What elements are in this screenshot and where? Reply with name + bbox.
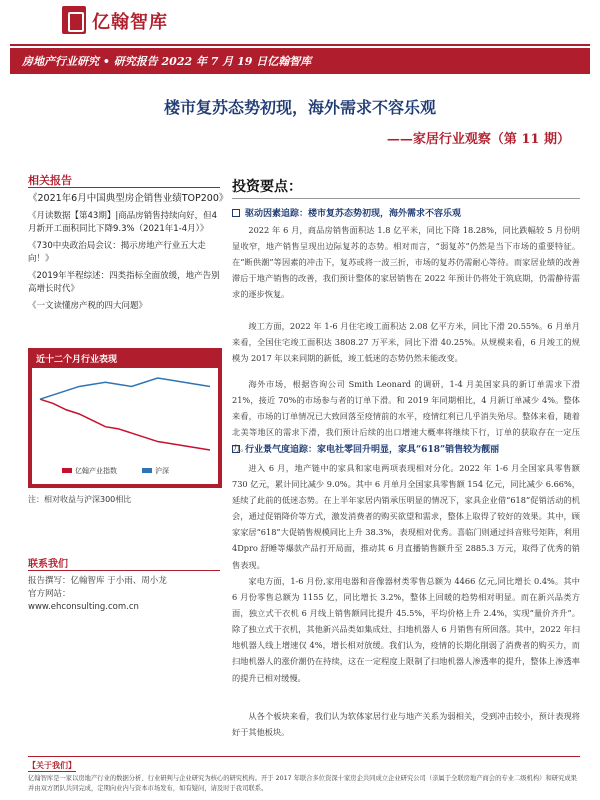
paragraph: 家电方面，1-6 月份,家用电器和音像器材类零售总额为 4466 亿元,同比增长 0.4%。其中 6 月份零售总额为 1155 亿，同比增长 3.2%，整体上回暖的趋势相对明显。而在新兴品类方面，独立式干衣机 6 月线上销售额同比提升 45.5%，平均价格上升 2.4%，实现“量价齐升”。除了独立式干衣机，其他新兴品类如集成灶、扫地机器人 6 月销售有所回落。其中，2022 年扫地机器人线上增速仅 4%，增长相对放缓。我们认为，疫情的长期化削弱了消费者的购买力，而扫地机器人的涨价潮仍在持续，这在一定程度上限制了扫地机器人渗透率的提升，整体上渗透率的提升已相对缓慢。 (232, 576, 580, 683)
section-heading-text: 驱动因素追踪：楼市复苏态势初现，海外需求不容乐观 (245, 209, 462, 219)
series-line-1 (40, 378, 210, 399)
contact-rule (28, 570, 220, 571)
header-banner-text: 房地产行业研究 • 研究报告 2022 年 7 月 19 日亿翰智库 (22, 55, 312, 68)
contact-website-link[interactable]: www.ehconsulting.com.cn (28, 602, 139, 612)
section-heading-drivers (232, 206, 461, 219)
paragraph: 海外市场，根据咨询公司 Smith Leonard 的调研，1-4 月美国家具的新订单需求下滑 21%，接近 70%的市场参与者的订单下滑。和 2019 年同期相比，4 月新订单减少 4%。整体来看，市场的订单情况已大致回落至疫情前的水平，疫情红利已几乎消失殆尽。整体来看，随着北美等地区的需求下滑，我们预计后续的出口增速大概率将继续下行，订单的获取存在一定压力。 (232, 379, 580, 454)
legend-swatch (142, 468, 152, 473)
investment-highlights-rule (232, 198, 580, 199)
chart-svg (32, 368, 218, 484)
contact-info (28, 575, 167, 614)
investment-highlights-heading: 投资要点： (232, 179, 302, 195)
footer-about-text: 亿翰智库是一家以房地产行业的数据分析、行业研判与企业研究为核心的研究机构。开于 2017 年联合多位资深十家房企共同成立企业研究公司（亲属于全联房地产商会的专业二级机构）和研究成果并由双方团队共同完成，定期向业内与资本市场发布，如有疑问，请及时于我司联系。 (28, 775, 577, 792)
paragraph: 2022 年 6 月，商品房销售面积达 1.8 亿平米，同比下降 18.28%，同比跌幅较 5 月份明显收窄，地产销售呈现出边际复苏的态势。相对而言，“弱复苏”仍然是当下市场的重要特征。在“断供潮”等因素的冲击下，复苏或将一波三折，市场的复苏仍需耐心等待。而家居业绩的改善滞后于地产销售的改善，我们预计整体的家居销售在 2022 年预计仍将处于筑底期，仍需静待需求的逐步恢复。 (232, 225, 580, 300)
contact-authors: 报告撰写：亿翰智库 于小雨、周小龙 (28, 576, 167, 586)
paragraph: 进入 6 月，地产链中的家具和家电两项表现相对分化。2022 年 1-6 月全国家具零售额 730 亿元，累计同比减少 9.0%。其中 6 月单月全国家具零售额 154 亿元，同比减少 6.66%，延续了此前的低迷态势。在上半年家居内销承压明显的情况下，家具企业借“618”促销活动的机会，通过促销降价等方式，激发消费者的购买欲望和需求，整体上取得了较好的效果。其中，顾家家居“618”大促销售规模同比上升 38.3%，表现相对优秀。喜临门则通过抖音账号矩阵，利用 4Dpro 舒睡等爆款产品打开局面，推动其 6 月直播销售额升至 2885.3 万元，取得了优秀的销售表现。 (232, 463, 580, 570)
contact-website-label: 官方网站： (28, 589, 71, 599)
checkbox-bullet-icon (232, 445, 240, 453)
related-report-item[interactable]: 《2021年6月中国典型房企销售业绩TOP200》 (28, 193, 229, 204)
checkbox-bullet-icon (232, 209, 240, 217)
industry-performance-chart (28, 348, 222, 488)
chart-plot-area (32, 368, 218, 484)
related-reports-heading: 相关报告 (28, 174, 72, 187)
footer-heading: 【关于我们】 (28, 761, 76, 770)
logo-text: 亿翰智库 (92, 12, 168, 33)
related-report-item[interactable]: 《730中央政治局会议：揭示房地产行业五大走向！》 (28, 241, 206, 264)
related-report-item[interactable]: 《月读数据【第43期】|商品房销售持续向好，但4月新开工面积同比下降9.3%（2021年1-4月）》 (28, 211, 218, 234)
paragraph: 从各个板块来看，我们认为软体家居行业与地产关系为弱相关，受到冲击较小，预计表现将好于其他板块。 (232, 711, 580, 738)
related-report-item[interactable]: 《2019年半程综述：四类指标全面放缓，地产告别高增长时代》 (28, 271, 220, 294)
related-reports-rule (28, 187, 220, 188)
chart-note: 注：相对收益与沪深300相比 (28, 495, 132, 504)
legend-label: 沪深 (155, 467, 169, 475)
chart-title: 近十二个月行业表现 (36, 355, 118, 365)
footer-rule (28, 756, 580, 757)
header-banner (10, 48, 590, 74)
series-line-0 (40, 399, 210, 450)
legend-label: 亿翰产业指数 (75, 467, 117, 475)
report-subtitle: ——家居行业观察（第 11 期） (386, 132, 570, 147)
section-heading-text: 行业景气度追踪：家电社零回升明显，家具“618”销售较为靓丽 (245, 445, 500, 455)
logo-icon (62, 6, 86, 34)
paragraph: 竣工方面，2022 年 1-6 月住宅竣工面积达 2.08 亿平方米，同比下滑 20.55%。6 月单月来看，全国住宅竣工面积达 3808.27 万平米，同比下滑 40.25%。从规模来看，6 月竣工的规模为 2017 年以来同期的新低，竣工低迷的态势仍然未能改变。 (232, 321, 580, 364)
related-reports-list (28, 192, 229, 318)
section-heading-industry (232, 442, 499, 455)
legend-swatch (62, 468, 72, 473)
related-report-item[interactable]: 《一文读懂房产税的四大问题》 (28, 301, 148, 311)
report-title: 楼市复苏态势初现，海外需求不容乐观 (163, 98, 436, 117)
contact-heading: 联系我们 (28, 559, 68, 570)
header-rule (10, 44, 590, 46)
